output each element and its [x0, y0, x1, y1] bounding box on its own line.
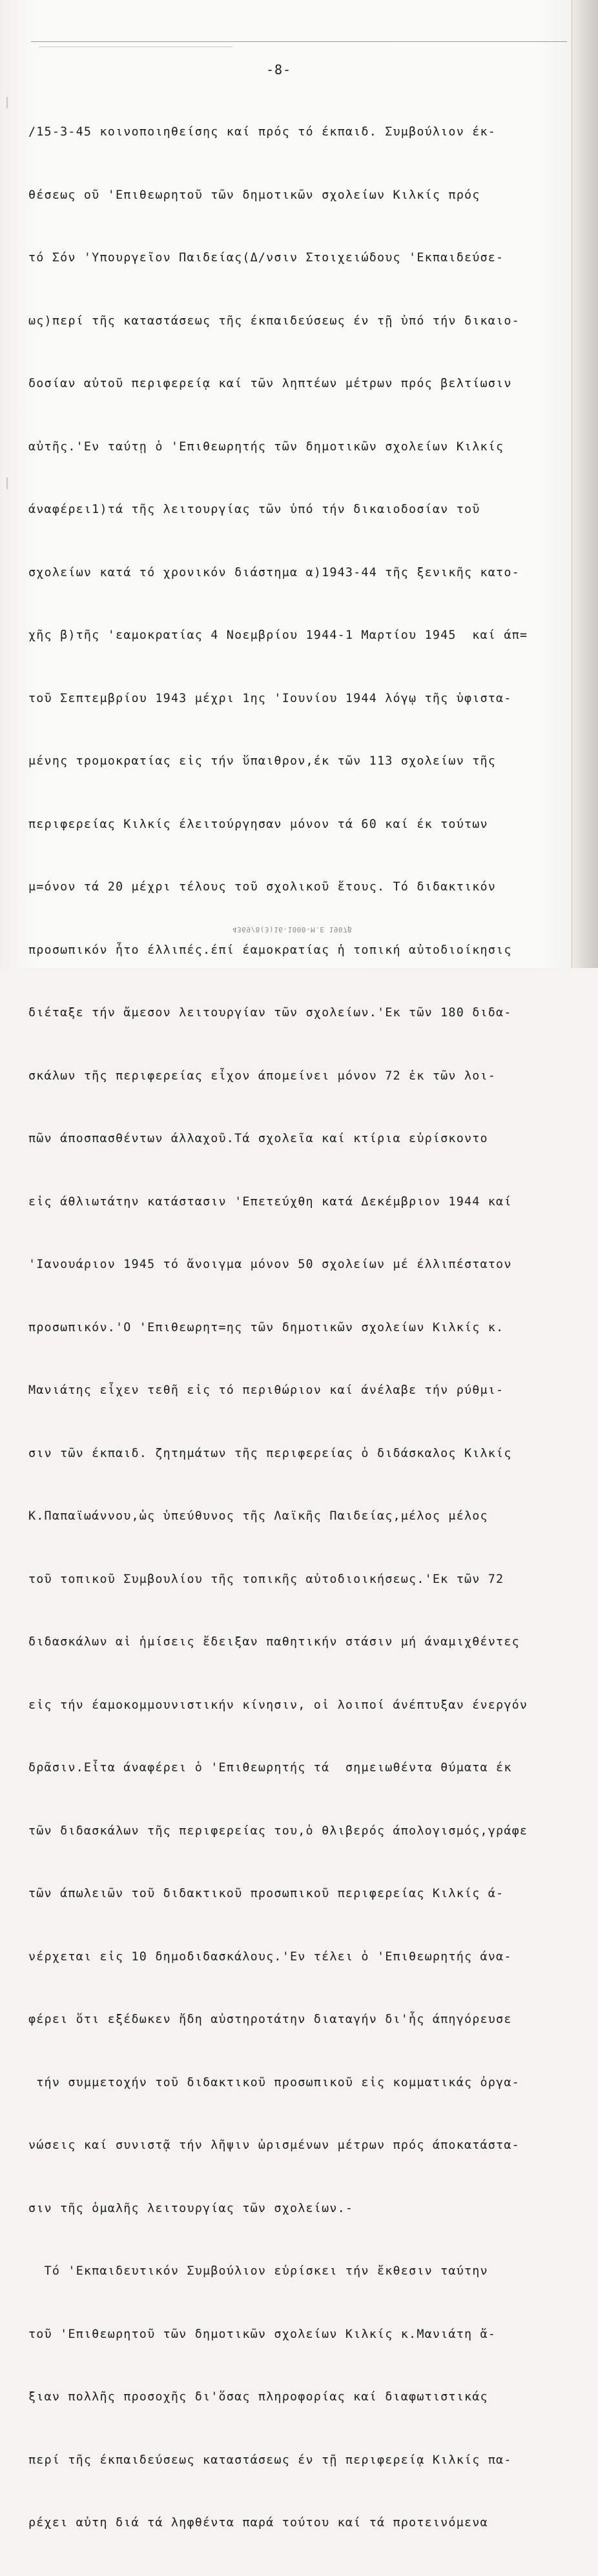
text-line: ξιαν πολλῆς προσοχῆς δι'ὅσας πληροφορίας καί διαφωτιστικάς — [28, 2390, 488, 2404]
header-rule — [31, 41, 567, 42]
text-line: τό Σόν 'Υπουργεῖον Παιδείας(Δ/νσιν Στοιχειώδους 'Εκπαιδεύσε- — [28, 251, 504, 265]
text-line: Μανιάτης εἶχεν τεθῆ εἰς τό περιθώριον καί άνέλαβε τήν ρύθμι- — [28, 1384, 504, 1397]
typewritten-body — [28, 80, 566, 2576]
text-line: σιν τῶν έκπαιδ. ζητημάτων τῆς περιφερείας ὁ διδάσκαλος Κιλκίς — [28, 1446, 512, 1460]
text-line: εἰς τήν έαμοκομμουνιστικήν κίνησιν, οἱ λοιποί άνέπτυξαν ένεργόν — [28, 1698, 528, 1712]
text-line: Τό 'Εκπαιδευτικόν Συμβούλιον εὑρίσκει τήν ἔκθεσιν ταύτην — [28, 2264, 488, 2278]
page-binding-edge — [572, 0, 598, 968]
text-line: διδασκάλων αἱ ἡμίσεις ἔδειξαν παθητικήν στάσιν μή άναμιχθέντες — [28, 1635, 520, 1649]
text-line: περί τῆς έκπαιδεύσεως καταστάσεως έν τῇ περιφερείᾳ Κιλκίς πα- — [28, 2453, 512, 2467]
page-number: -8- — [266, 62, 292, 77]
text-line: τοῦ 'Επιθεωρητοῦ τῶν δημοτικῶν σχολείων Κιλκίς κ.Μανιάτη ἄ- — [28, 2327, 497, 2341]
text-line: σκάλων τῆς περιφερείας εἶχον άπομείνει μόνον 72 ἐκ τῶν λοι- — [28, 1069, 497, 1083]
text-line: χῆς β)τῆς 'εαμοκρατίας 4 Νοεμβρίου 1944-1 Μαρτίου 1945 καί άπ= — [28, 629, 528, 642]
text-line: μένης τρομοκρατίας εἰς τήν ὕπαιθρον,έκ τῶν 113 σχολείων τῆς — [28, 754, 497, 768]
text-line: δρᾶσιν.Εἶτα άναφέρει ὁ 'Επιθεωρητής τά σημειωθέντα θύματα έκ — [28, 1761, 512, 1775]
text-line: 'Ιανουάριον 1945 τό ἄνοιγμα μόνον 50 σχολείων μέ έλλιπέστατον — [28, 1258, 512, 1271]
text-line: εἰς άθλιωτάτην κατάστασιν 'Επετεύχθη κατά Δεκέμβριον 1944 καί — [28, 1194, 512, 1209]
text-line: αὐτῆς.'Εν ταύτῃ ὁ 'Επιθεωρητής τῶν δημοτικῶν σχολείων Κιλκίς — [28, 439, 504, 454]
text-line: τῶν άπωλειῶν τοῦ διδακτικοῦ προσωπικοῦ περιφερείας Κιλκίς ά- — [28, 1887, 504, 1900]
text-line: άναφέρει1)τά τῆς λειτουργίας τῶν ὑπό τήν δικαιοδοσίαν τοῦ — [28, 503, 480, 516]
printer-stamp: 4369/8(3)16-1000-M.E 1907β — [232, 925, 353, 934]
text-line: νέρχεται εἰς 10 δημοδιδασκάλους.'Εν τέλει ὁ 'Επιθεωρητής άνα- — [28, 1949, 512, 1964]
text-line: Κ.Παπαϊωάννου,ὡς ὑπεύθυνος τῆς Λαϊκῆς Παιδείας,μέλος μέλος — [28, 1509, 488, 1523]
text-line: μ=όνον τά 20 μέχρι τέλους τοῦ σχολικοῦ ἔτους. Τό διδακτικόν — [28, 880, 497, 894]
text-line: προσωπικόν.'Ο 'Επιθεωρητ=ης τῶν δημοτικῶν σχολείων Κιλκίς κ. — [28, 1320, 504, 1334]
text-line: προσωπικόν ἦτο έλλιπές.έπί έαμοκρατίας ἡ τοπική αὐτοδιοίκησις — [28, 943, 512, 957]
text-line: περιφερείας Κιλκίς έλειτούργησαν μόνον τά 60 καί έκ τούτων — [28, 817, 488, 831]
text-line: τοῦ Σεπτεμβρίου 1943 μέχρι 1ης 'Ιουνίου 1944 λόγῳ τῆς ὑφιστα- — [28, 691, 512, 705]
text-line: φέρει ὅτι εξέδωκεν ἤδη αὐστηροτάτην διαταγήν δι'ἧς άπηγόρευσε — [28, 2013, 512, 2026]
text-line: σχολείων κατά τό χρονικόν διάστημα α)1943-44 τῆς ξενικῆς κατο- — [28, 565, 520, 579]
text-line: νώσεις καί συνιστᾷ τήν λῆψιν ὡρισμένων μέτρων πρός άποκατάστα- — [28, 2138, 520, 2152]
text-line: δοσίαν αὐτοῦ περιφερείᾳ καί τῶν ληπτέων μέτρων πρός βελτίωσιν — [28, 377, 512, 390]
text-line: /15-3-45 κοινοποιηθείσης καί πρός τό έκπαιδ. Συμβούλιον έκ- — [28, 125, 497, 139]
text-line: τοῦ τοπικοῦ Συμβουλίου τῆς τοπικῆς αὐτοδιοικήσεως.'Εκ τῶν 72 — [28, 1572, 504, 1586]
text-line: τῶν διδασκάλων τῆς περιφερείας του,ὁ θλιβερός άπολογισμός,γράφε — [28, 1824, 528, 1838]
margin-mark — [6, 478, 13, 489]
text-line: σιν τῆς ὁμαλῆς λειτουργίας τῶν σχολείων.- — [28, 2201, 354, 2215]
text-line: πῶν άποσπασθέντων άλλαχοῦ.Τά σχολεῖα καί κτίρια εὑρίσκοντο — [28, 1132, 488, 1145]
text-line: ως)περί τῆς καταστάσεως τῆς έκπαιδεύσεως έν τῇ ὑπό τήν δικαιο- — [28, 314, 520, 328]
margin-mark — [6, 97, 13, 108]
text-line: διέταξε τήν ἄμεσον λειτουργίαν τῶν σχολείων.'Εκ τῶν 180 διδα- — [28, 1006, 512, 1020]
header-rule-faint — [39, 46, 232, 47]
text-line: ρέχει αὐτη διά τά ληφθέντα παρά τούτου καί τά προτεινόμενα — [28, 2516, 488, 2530]
text-line: θέσεως οῦ 'Επιθεωρητοῦ τῶν δημοτικῶν σχολείων Κιλκίς πρός — [28, 188, 480, 202]
text-line: τήν συμμετοχήν τοῦ διδακτικοῦ προσωπικοῦ εἰς κομματικάς ὀργα- — [28, 2075, 520, 2089]
